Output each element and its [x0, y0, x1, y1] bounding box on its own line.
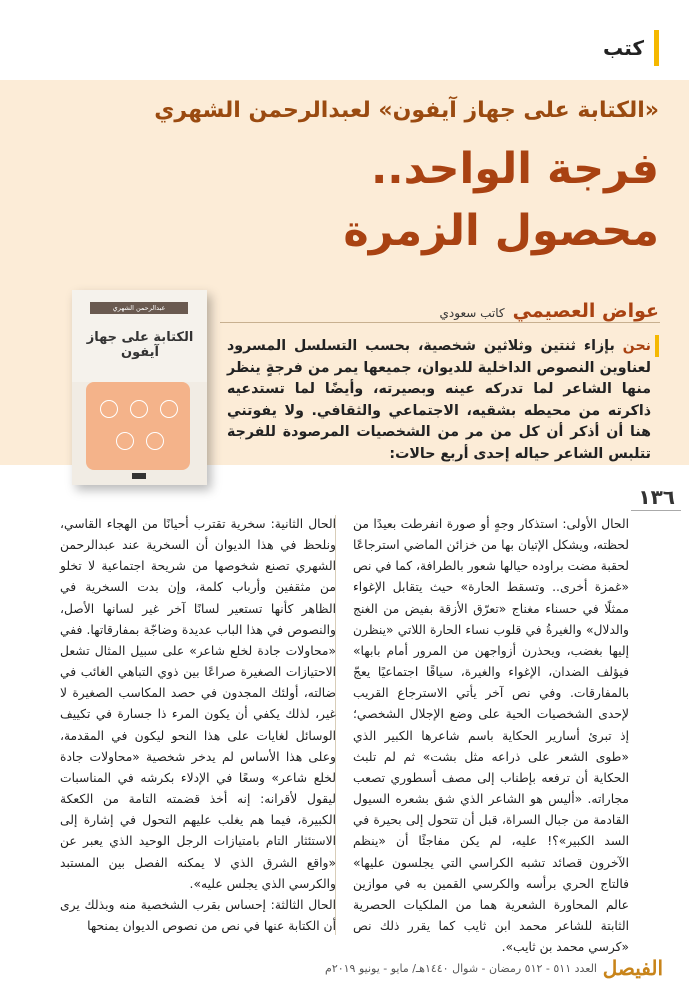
body-paragraph: الحال الثانية: سخرية تقترب أحيانًا من الهجاء القاسي، ونلحظ في هذا الديوان أن السخرية عند عبدالرحمن الشهري تصنع شخوصها من شريحة اجتماعية لا تخلو من مثقفين وأرباب كلمة، وإن بدت السخرية في الظاهر كأنها تستعير لسانًا آخر غير لسانها الأصل، والنصوص في هذا الباب عديدة وضاجّة بمفارقاتها. ففي «محاولات جادة لخلع شاعر» على سبيل المثال تشعل الاحتيازات الصغيرة صراعًا بين ذوي التباهي الغائب في ضالته، أولئك المجدون في حصد المكاسب الصغيرة لا غير، لذلك يكفي أن يكون المرء ذا جسارة في تكييف الوسائل لغايات على هذا النحو ليكون في المقدمة، وعلى هذا الأساس لم يدخر شخصية «محاولات جادة لخلع شاعر» وسعًا في الإدلاء بكرشه في المناسبات ليقول لأقرانه: إنه أخذ قضمته التامة من الكعكة الكبيرة، فيما هم يغلب عليهم التحول في إشارة إلى الاستئثار التام بامتيازات الرجل الوحيد الذي يعبر عن «واقع الشرق الذي لا يمكنه الفصل بين المستبد والكرسي الذي يجلس عليه». — [60, 517, 336, 891]
footer-issue-info: العدد ٥١١ - ٥١٢ رمضان - شوال ١٤٤٠هـ/ مايو - يونيو ٢٠١٩م — [325, 962, 597, 975]
article-title-line1: فرجة الواحد.. — [370, 144, 659, 194]
body-column-right — [353, 514, 629, 958]
section-label: كتب — [603, 36, 644, 60]
face-doodle-icon — [146, 432, 164, 450]
magazine-logo: الفيصل — [602, 956, 663, 980]
author-name: عواض العصيمي — [512, 300, 659, 322]
section-tab — [603, 30, 659, 66]
article-lead — [227, 336, 651, 465]
byline-divider — [220, 322, 660, 323]
page-number: ١٣٦ — [638, 485, 675, 509]
page-number-rule — [631, 510, 681, 511]
book-cover-author: عبدالرحمن الشهري — [90, 302, 188, 314]
face-doodle-icon — [130, 400, 148, 418]
section-accent-bar — [654, 30, 659, 66]
book-cover-illustration — [86, 382, 190, 470]
face-doodle-icon — [100, 400, 118, 418]
lead-accent-mark — [655, 335, 659, 357]
author-role: كاتب سعودي — [439, 306, 505, 320]
byline — [440, 300, 659, 322]
face-doodle-icon — [160, 400, 178, 418]
body-column-left — [60, 514, 336, 937]
body-paragraph: الحال الثالثة: إحساس بقرب الشخصية منه وبذلك يرى أن الكتابة عنها في نص من نصوص الديوان يمنحها — [60, 897, 336, 933]
face-doodle-icon — [116, 432, 134, 450]
lead-text: بإزاء ثنتين وثلاثين شخصية، بحسب التسلسل المسرود لعناوين النصوص الداخلية للديوان، جميعها يمر من فرجةٍ ينظر منها الشاعر لما تدركه عينه وبصيرته، وأيضًا لما تستدعيه ذاكرته من محيطه بشقيه، الاجتماعي والثقافي. ولا يفوتني هنا أن أذكر أن كل من مر من الشخصيات المرصودة للفرجة تتلبس الشاعر حياله إحدى أربع حالات: — [227, 338, 651, 462]
body-paragraph: الحال الأولى: استذكار وجهٍ أو صورة انفرطت بعيدًا من لحظته، ويشكل الإتيان بها من خزائن الماضي استرجاعًا لحقبة مضت براوده حيالها شعور بالطرافة، كما في نص «غمزة أخرى.. وتسقط الحارة» حيث يتقابل الإغواء ممثلًا في حسناء مغناج «تعرّق الأزقة بفيض من الغنج والدلال» والغيرةُ في قلوب نساء الحارة اللاتي «ينظرن إليها بغضب، ويحذرن أزواجهن من المرور أمام بابها» فيؤلف الضدان، الإغواء والغيرة، سياقًا اجتماعيًا يعجّ بالمفارقات. وفي نص آخر يأتي الاسترجاع القريب لإحدى الشخصيات الحية على وضع الإجلال الشخصي؛ إذ تبرئ أسارير الحكاية باسم شاعرها الكبير الذي «طوى الشعر على ذراعه مثل بشت» ثم لم تلبث الحكاية أن ترفعه بإطناب إلى مصف أسطوري تصعب مجاراته. «أليس هو الشاعر الذي شق بشعره السيول القادمة من جبال السراة، قبل أن تتحول إلى بحيرة في السد الكبير»؟! عليه، لم يكن مفاجئًا أن «ينظم الآخرون قصائد تشبه الكراسي التي يجلسون عليها» فالتاج الحري برأسه والكرسي القمين به في موازين عالم المحاورة الشعرية هما من الملكيات الحصرية الثابتة للشاعر محمد ابن ثايب كما يقرر ذلك نص «كرسي محمد بن ثايب». — [352, 517, 629, 955]
book-cover-title: الكتابة على جهاز آيفون — [86, 330, 194, 360]
publisher-logo-icon — [132, 473, 146, 479]
article-title-line2: محصول الزمرة — [343, 206, 659, 256]
lead-first-word: نحن — [622, 338, 651, 354]
book-cover-image — [72, 290, 207, 485]
article-supertitle: «الكتابة على جهاز آيفون» لعبدالرحمن الشهري — [154, 98, 659, 123]
